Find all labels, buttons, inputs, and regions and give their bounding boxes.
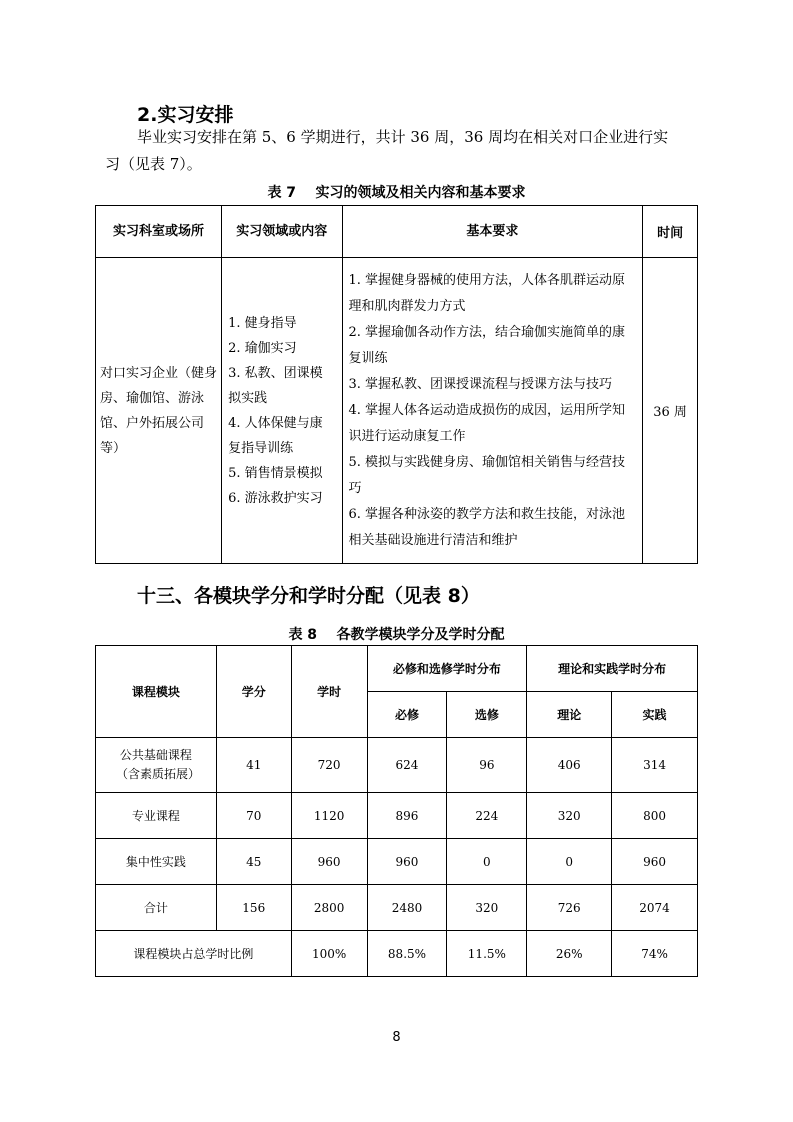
table-header-cell: 课程模块 [96, 646, 217, 738]
table-cell: 314 [612, 738, 698, 793]
table-cell: 45 [216, 839, 291, 885]
table-row [96, 839, 698, 885]
internship-table [95, 205, 698, 564]
list-item: 3. 掌握私教、团课授课流程与授课方法与技巧 [348, 376, 613, 392]
table-cell: 320 [527, 793, 612, 839]
list-item: 6. 掌握各种泳姿的教学方法和救生技能，对泳池相关基础设施进行清洁和维护 [348, 506, 626, 548]
list-item: 2. 瑜伽实习 [228, 340, 297, 356]
table-cell: 2074 [612, 885, 698, 931]
table-cell: 800 [612, 793, 698, 839]
table-cell: 896 [367, 793, 447, 839]
table-cell: 96 [447, 738, 527, 793]
table-row [96, 738, 698, 793]
list-item: 4. 人体保健与康复指导训练 [228, 415, 323, 456]
table-cell: 156 [216, 885, 291, 931]
list-item: 5. 模拟与实践健身房、瑜伽馆相关销售与经营技巧 [348, 454, 626, 496]
table-header-cell: 基本要求 [342, 206, 643, 258]
list-item: 2. 掌握瑜伽各动作方法，结合瑜伽实施简单的康复训练 [348, 324, 626, 366]
table-cell: 公共基础课程（含素质拓展） [96, 738, 217, 793]
list-item: 6. 游泳救护实习 [228, 490, 323, 506]
table-cell: 320 [447, 885, 527, 931]
list-item: 5. 销售情景模拟 [228, 465, 323, 481]
internship-duration: 36 周 [643, 258, 698, 564]
table-cell: 70 [216, 793, 291, 839]
internship-place: 对口实习企业（健身房、瑜伽馆、游泳馆、户外拓展公司等） [96, 258, 222, 564]
table-cell: 74% [612, 931, 698, 977]
section-heading: 2.实习安排 [137, 104, 234, 126]
table-cell: 11.5% [447, 931, 527, 977]
list-item: 4. 掌握人体各运动造成损伤的成因，运用所学知识进行运动康复工作 [348, 402, 626, 444]
table-cell: 726 [527, 885, 612, 931]
table-cell: 1120 [291, 793, 367, 839]
table-cell: 2480 [367, 885, 447, 931]
table-cell: 41 [216, 738, 291, 793]
table-cell: 224 [447, 793, 527, 839]
table-cell: 0 [447, 839, 527, 885]
section-heading: 十三、各模块学分和学时分配（见表 8） [137, 585, 480, 607]
page-number: 8 [392, 1030, 401, 1045]
table-row [96, 931, 698, 977]
table-cell: 406 [527, 738, 612, 793]
table-header-cell: 学时 [291, 646, 367, 738]
paragraph-line: 毕业实习安排在第 5、6 学期进行，共计 36 周，36 周均在相关对口企业进行实 [137, 128, 669, 146]
table-cell: 624 [367, 738, 447, 793]
table-cell: 960 [367, 839, 447, 885]
table-header-cell: 理论 [527, 692, 612, 738]
list-item: 3. 私教、团课模拟实践 [228, 365, 323, 406]
table-cell: 100% [291, 931, 367, 977]
table-cell: 88.5% [367, 931, 447, 977]
table-row [96, 885, 698, 931]
internship-areas [222, 258, 342, 564]
table-cell: 26% [527, 931, 612, 977]
table-cell: 960 [291, 839, 367, 885]
table-cell: 集中性实践 [96, 839, 217, 885]
table-caption: 表 8 各教学模块学分及学时分配 [288, 627, 505, 643]
table-cell: 2800 [291, 885, 367, 931]
table-header-cell: 实习领域或内容 [222, 206, 342, 258]
table-header-cell: 学分 [216, 646, 291, 738]
table-header-cell: 实践 [612, 692, 698, 738]
table-cell: 0 [527, 839, 612, 885]
table-cell: 960 [612, 839, 698, 885]
table-row [96, 793, 698, 839]
table-cell: 课程模块占总学时比例 [96, 931, 292, 977]
credits-hours-table [95, 645, 698, 977]
paragraph-line: 习（见表 7）。 [105, 155, 202, 173]
table-caption: 表 7 实习的领域及相关内容和基本要求 [267, 185, 526, 201]
table-header-cell: 实习科室或场所 [96, 206, 222, 258]
table-header-cell: 必修和选修学时分布 [367, 646, 527, 692]
table-cell: 合计 [96, 885, 217, 931]
table-header-cell: 必修 [367, 692, 447, 738]
internship-requirements [342, 258, 643, 564]
table-header-cell: 选修 [447, 692, 527, 738]
table-header-cell: 理论和实践学时分布 [527, 646, 698, 692]
table-cell: 专业课程 [96, 793, 217, 839]
list-item: 1. 掌握健身器械的使用方法，人体各肌群运动原理和肌肉群发力方式 [348, 272, 626, 314]
table-header-cell: 时间 [643, 206, 698, 258]
table-cell: 720 [291, 738, 367, 793]
list-item: 1. 健身指导 [228, 315, 297, 331]
